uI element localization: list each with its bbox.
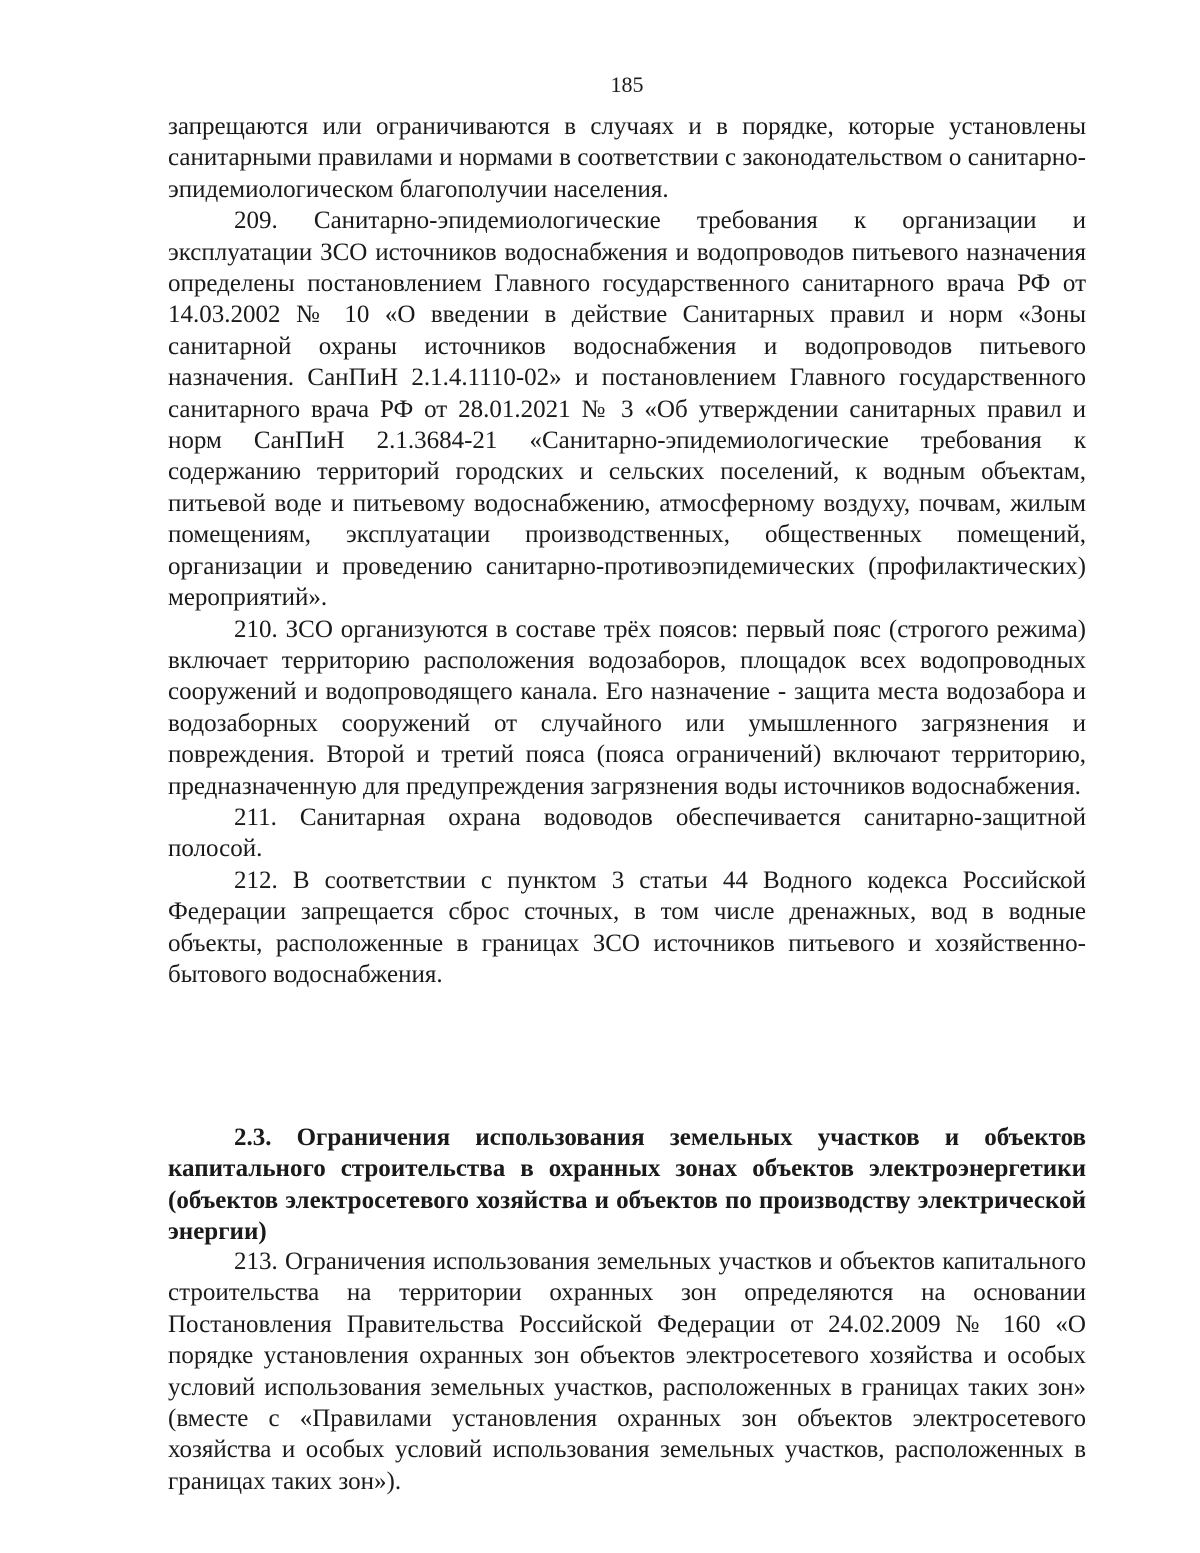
paragraph-213: 213. Ограничения использования земельных участков и объектов капитального строительства на территории охранных зон определяются на основании Постановления Правительства Российской Федерации от 24.02.2009 № 160 «О порядке установления охранных зон объектов электросетевого хозяйства и особых условий использования земельных участков, расположенных в границах таких зон» (вместе с «Правилами установления охранных зон объектов электросетевого хозяйства и особых условий использования земельных участков, расположенных в границах таких зон»). <box>168 1248 1086 1495</box>
paragraph-211: 211. Санитарная охрана водоводов обеспечивается санитарно-защитной полосой. <box>168 803 1086 863</box>
paragraph-continuation: запрещаются или ограничиваются в случаях и в порядке, которые установлены санитарными правилами и нормами в соответствии с законодательством о санитарно-эпидемиологическом благополучии населения. <box>168 113 1086 203</box>
paragraph-209: 209. Санитарно-эпидемиологические требования к организации и эксплуатации ЗСО источников водоснабжения и водопроводов питьевого назначения определены постановлением Главного государственного санитарного врача РФ от 14.03.2002 № 10 «О введении в действие Санитарных правил и норм «Зоны санитарной охраны источников водоснабжения и водопроводов питьевого назначения. СанПиН 2.1.4.1110-02» и постановлением Главного государственного санитарного врача РФ от 28.01.2021 № 3 «Об утверждении санитарных правил и норм СанПиН 2.1.3684-21 «Санитарно-эпидемиологические требования к содержанию территорий городских и сельских поселений, к водным объектам, питьевой воде и питьевому водоснабжению, атмосферному воздуху, почвам, жилым помещениям, эксплуатации производственных, общественных помещений, организации и проведению санитарно-противоэпидемических (профилактических) мероприятий». <box>168 207 1086 612</box>
paragraph-212: 212. В соответствии с пунктом 3 статьи 44 Водного кодекса Российской Федерации запрещается сброс сточных, в том числе дренажных, вод в водные объекты, расположенные в границах ЗСО источников питьевого и хозяйственно-бытового водоснабжения. <box>168 866 1086 988</box>
page-number: 185 <box>610 72 644 97</box>
paragraph-210: 210. ЗСО организуются в составе трёх поясов: первый пояс (строгого режима) включает территорию расположения водозаборов, площадок всех водопроводных сооружений и водопроводящего канала. Его назначение - защита места водозабора и водозаборных сооружений от случайного или умышленного загрязнения и повреждения. Второй и третий пояса (пояса ограничений) включают территорию, предназначенную для предупреждения загрязнения воды источников водоснабжения. <box>168 615 1086 800</box>
section-heading: 2.3. Ограничения использования земельных участков и объектов капитального строительства в охранных зонах объектов электроэнергетики (объектов электросетевого хозяйства и объектов по производству электрической энергии) <box>168 1124 1086 1246</box>
document-body <box>168 111 1086 990</box>
